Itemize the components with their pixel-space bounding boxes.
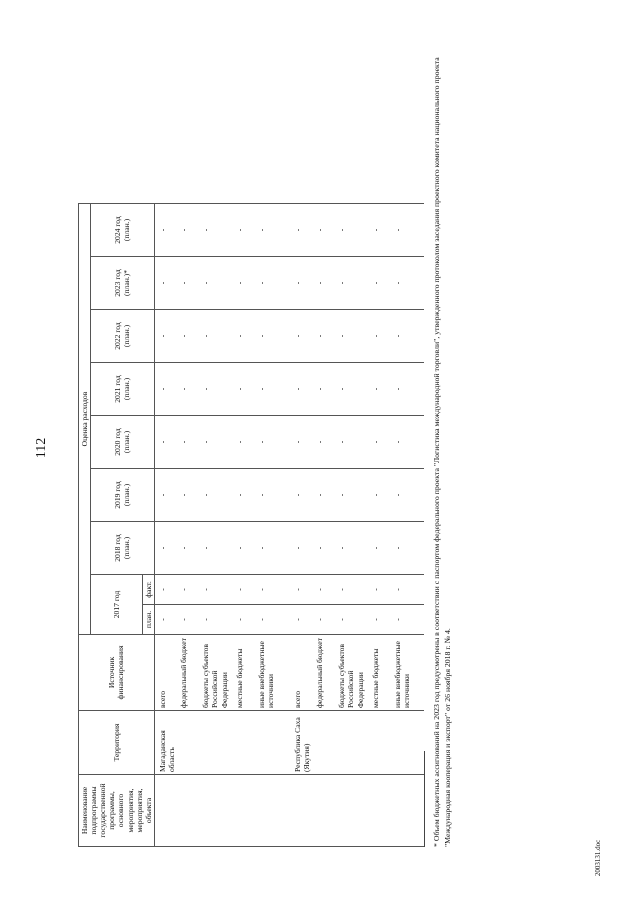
header-territory: Территория (79, 711, 155, 775)
cell-value: - (154, 363, 176, 416)
cell-value: - (154, 310, 176, 363)
cell-value: - (198, 605, 232, 635)
cell-name (390, 775, 424, 847)
cell-value: - (154, 575, 176, 605)
cell-value: - (334, 575, 368, 605)
table-row (290, 204, 312, 847)
cell-value: - (176, 310, 198, 363)
table-row (176, 204, 198, 847)
cell-value: - (198, 522, 232, 575)
cell-source: местные бюджеты (232, 635, 254, 711)
cell-value: - (390, 363, 424, 416)
cell-name (368, 775, 390, 847)
cell-value: - (368, 416, 390, 469)
cell-value: - (368, 575, 390, 605)
cell-value: - (198, 310, 232, 363)
cell-value: - (198, 204, 232, 257)
cell-value: - (312, 204, 334, 257)
header-year-2017: 2017 год (91, 575, 143, 635)
cell-value: - (390, 575, 424, 605)
cell-source: бюджеты субъектов Российской Федерации (334, 635, 368, 711)
header-year-2021: 2021 год (план.) (91, 363, 155, 416)
footnote-rule (424, 751, 425, 847)
cell-value: - (154, 204, 176, 257)
cell-source: местные бюджеты (368, 635, 390, 711)
cell-value: - (334, 605, 368, 635)
cell-value: - (176, 257, 198, 310)
header-name: Наименование подпрограммы государственной программы, основного мероприятия, мероприятия, объекта (79, 775, 155, 847)
cell-value: - (390, 469, 424, 522)
cell-source: иные внебюджетные источники (254, 635, 290, 711)
cell-value: - (254, 416, 290, 469)
table-row (154, 204, 176, 847)
cell-value: - (254, 310, 290, 363)
cell-value: - (254, 605, 290, 635)
cell-name (290, 775, 312, 847)
cell-value: - (290, 605, 312, 635)
cell-value: - (254, 522, 290, 575)
cell-value: - (334, 310, 368, 363)
header-year-2019: 2019 год (план.) (91, 469, 155, 522)
cell-value: - (232, 204, 254, 257)
header-year-2022: 2022 год (план.) (91, 310, 155, 363)
cell-value: - (232, 416, 254, 469)
budget-table (78, 203, 424, 847)
cell-value: - (154, 605, 176, 635)
cell-value: - (368, 363, 390, 416)
cell-territory (368, 711, 390, 775)
cell-territory (198, 711, 232, 775)
cell-value: - (254, 575, 290, 605)
cell-value: - (176, 469, 198, 522)
cell-value: - (198, 469, 232, 522)
cell-value: - (290, 204, 312, 257)
cell-territory: Республика Саха (Якутия) (290, 711, 312, 775)
cell-territory (390, 711, 424, 775)
cell-value: - (154, 469, 176, 522)
cell-value: - (368, 522, 390, 575)
cell-name (176, 775, 198, 847)
cell-value: - (290, 522, 312, 575)
cell-value: - (232, 522, 254, 575)
cell-source: иные внебюджетные источники (390, 635, 424, 711)
cell-value: - (312, 310, 334, 363)
document-code: 2003131.doc (594, 839, 602, 877)
cell-name (334, 775, 368, 847)
table-row (368, 204, 390, 847)
cell-value: - (176, 575, 198, 605)
cell-value: - (198, 416, 232, 469)
cell-source: всего (154, 635, 176, 711)
cell-value: - (198, 363, 232, 416)
cell-value: - (368, 469, 390, 522)
cell-name (254, 775, 290, 847)
cell-value: - (254, 204, 290, 257)
cell-value: - (312, 469, 334, 522)
cell-value: - (334, 257, 368, 310)
cell-source: бюджеты субъектов Российской Федерации (198, 635, 232, 711)
header-source: Источник финансирования (79, 635, 155, 711)
cell-territory (232, 711, 254, 775)
header-2017-plan: план. (142, 605, 154, 635)
cell-value: - (334, 416, 368, 469)
cell-value: - (390, 416, 424, 469)
table-row (390, 204, 424, 847)
cell-value: - (176, 204, 198, 257)
cell-value: - (176, 522, 198, 575)
cell-value: - (176, 416, 198, 469)
cell-territory (334, 711, 368, 775)
table-row (198, 204, 232, 847)
header-year-2023: 2023 год (план.)* (91, 257, 155, 310)
header-year-2018: 2018 год (план.) (91, 522, 155, 575)
header-estimate: Оценка расходов (79, 204, 91, 635)
cell-value: - (334, 469, 368, 522)
cell-name (154, 775, 176, 847)
table-body (154, 204, 424, 847)
cell-value: - (232, 363, 254, 416)
cell-territory (176, 711, 198, 775)
cell-value: - (312, 522, 334, 575)
table-row (312, 204, 334, 847)
cell-value: - (254, 469, 290, 522)
cell-name (232, 775, 254, 847)
cell-value: - (290, 363, 312, 416)
page-number: 112 (34, 437, 49, 459)
header-2017-fact: факт. (142, 575, 154, 605)
footnote: * Объем бюджетных ассигнований на 2023 год предусмотрены в соответствии с паспортом федерального проекта "Логистика международной торговли", утвержденного протоколом заседания проектного комитета национального проекта "Международная кооперация и экспорт" от 26 ноября 2018 г. № 4. (432, 57, 452, 847)
cell-value: - (334, 204, 368, 257)
cell-value: - (390, 605, 424, 635)
cell-source: федеральный бюджет (176, 635, 198, 711)
cell-value: - (368, 204, 390, 257)
cell-value: - (312, 257, 334, 310)
cell-value: - (290, 416, 312, 469)
header-year-2020: 2020 год (план.) (91, 416, 155, 469)
cell-value: - (290, 469, 312, 522)
table-header (79, 204, 155, 847)
cell-value: - (232, 575, 254, 605)
cell-value: - (154, 522, 176, 575)
cell-source: всего (290, 635, 312, 711)
table-row (334, 204, 368, 847)
cell-value: - (334, 522, 368, 575)
cell-value: - (390, 257, 424, 310)
cell-value: - (290, 257, 312, 310)
cell-value: - (176, 363, 198, 416)
cell-value: - (334, 363, 368, 416)
header-year-2024: 2024 год (план.) (91, 204, 155, 257)
cell-territory (312, 711, 334, 775)
cell-value: - (154, 257, 176, 310)
cell-value: - (368, 310, 390, 363)
cell-value: - (232, 605, 254, 635)
cell-value: - (198, 575, 232, 605)
cell-value: - (312, 605, 334, 635)
cell-value: - (232, 257, 254, 310)
cell-value: - (290, 575, 312, 605)
cell-value: - (390, 522, 424, 575)
cell-value: - (368, 257, 390, 310)
cell-value: - (254, 257, 290, 310)
cell-value: - (368, 605, 390, 635)
table-row (232, 204, 254, 847)
cell-territory: Магаданская область (154, 711, 176, 775)
cell-value: - (390, 204, 424, 257)
table-row (254, 204, 290, 847)
cell-name (198, 775, 232, 847)
cell-name (312, 775, 334, 847)
cell-source: федеральный бюджет (312, 635, 334, 711)
cell-value: - (232, 310, 254, 363)
budget-table-wrap (78, 203, 424, 847)
cell-value: - (176, 605, 198, 635)
cell-value: - (232, 469, 254, 522)
cell-value: - (312, 416, 334, 469)
cell-value: - (312, 575, 334, 605)
cell-value: - (390, 310, 424, 363)
cell-value: - (312, 363, 334, 416)
cell-value: - (198, 257, 232, 310)
cell-value: - (254, 363, 290, 416)
cell-territory (254, 711, 290, 775)
cell-value: - (154, 416, 176, 469)
cell-value: - (290, 310, 312, 363)
